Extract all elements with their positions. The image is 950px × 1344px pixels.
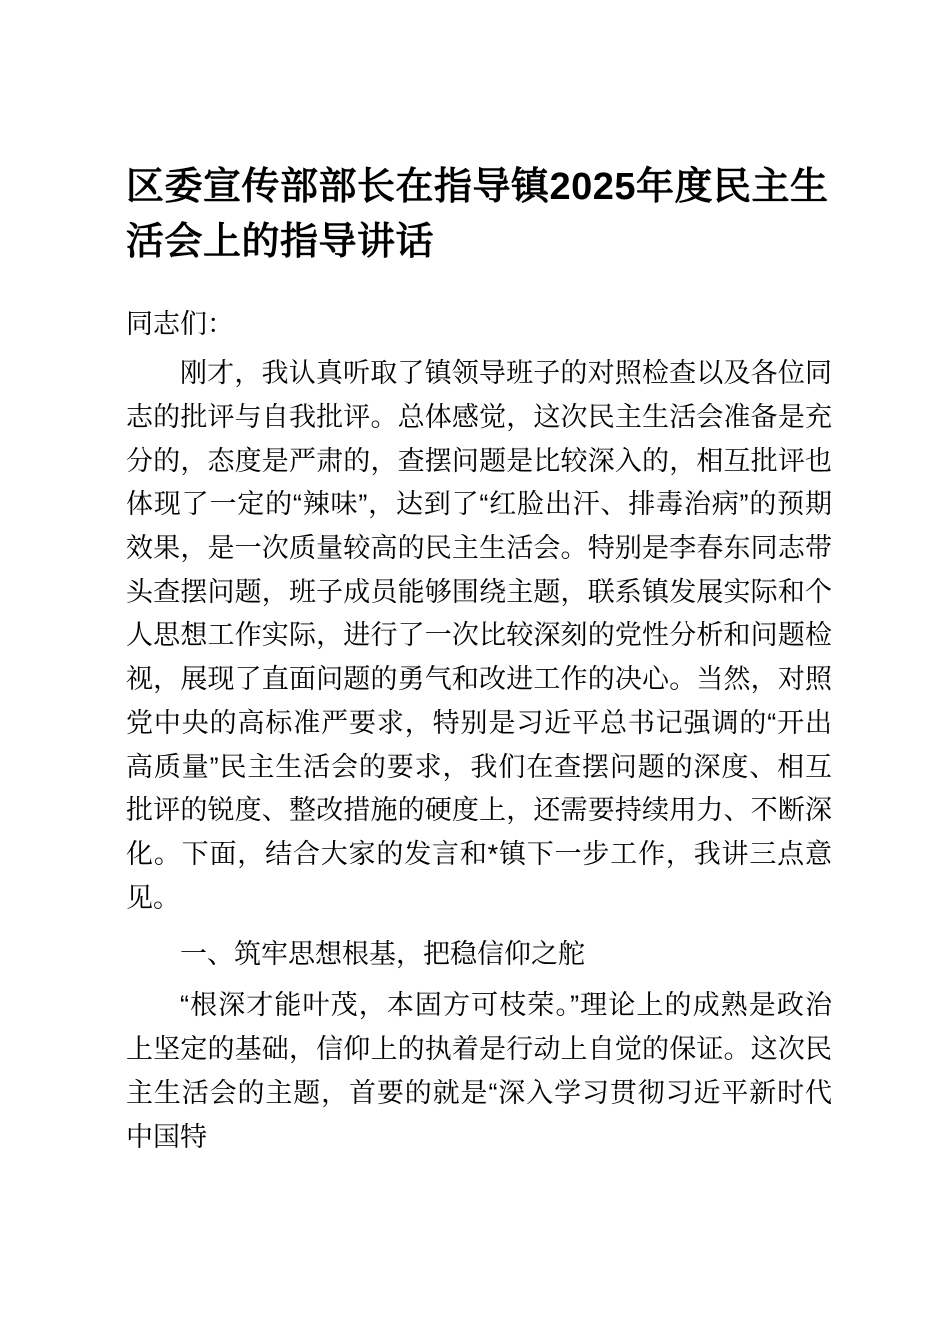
salutation: 同志们：	[126, 309, 234, 340]
paragraph-opening: 刚才，我认真听取了镇领导班子的对照检查以及各位同志的批评与自我批评。总体感觉，这次民主生活会准备是充分的，态度是严肃的，查摆问题是比较深入的，相互批评也体现了一定的“辣味”，达到了“红脸出汗、排毒治病”的预期效果，是一次质量较高的民主生活会。特别是李春东同志带头查摆问题，班子成员能够围绕主题，联系镇发展实际和个人思想工作实际，进行了一次比较深刻的党性分析和问题检视，展现了直面问题的勇气和改进工作的决心。当然，对照党中央的高标准严要求，特别是习近平总书记强调的“开出高质量”民主生活会的要求，我们在查摆问题的深度、相互批评的锐度、整改措施的硬度上，还需要持续用力、不断深化。下面，结合大家的发言和*镇下一步工作，我讲三点意见。	[126, 358, 832, 913]
section-heading-one: 一、筑牢思想根基，把稳信仰之舵	[180, 938, 585, 969]
paragraph-section-one: “根深才能叶茂，本固方可枝荣。”理论上的成熟是政治上坚定的基础，信仰上的执着是行动上自觉的保证。这次民主生活会的主题，首要的就是“深入学习贯彻习近平新时代中国特	[126, 990, 832, 1152]
page-title: 区委宣传部部长在指导镇2025年度民主生活会上的指导讲话	[126, 166, 829, 264]
